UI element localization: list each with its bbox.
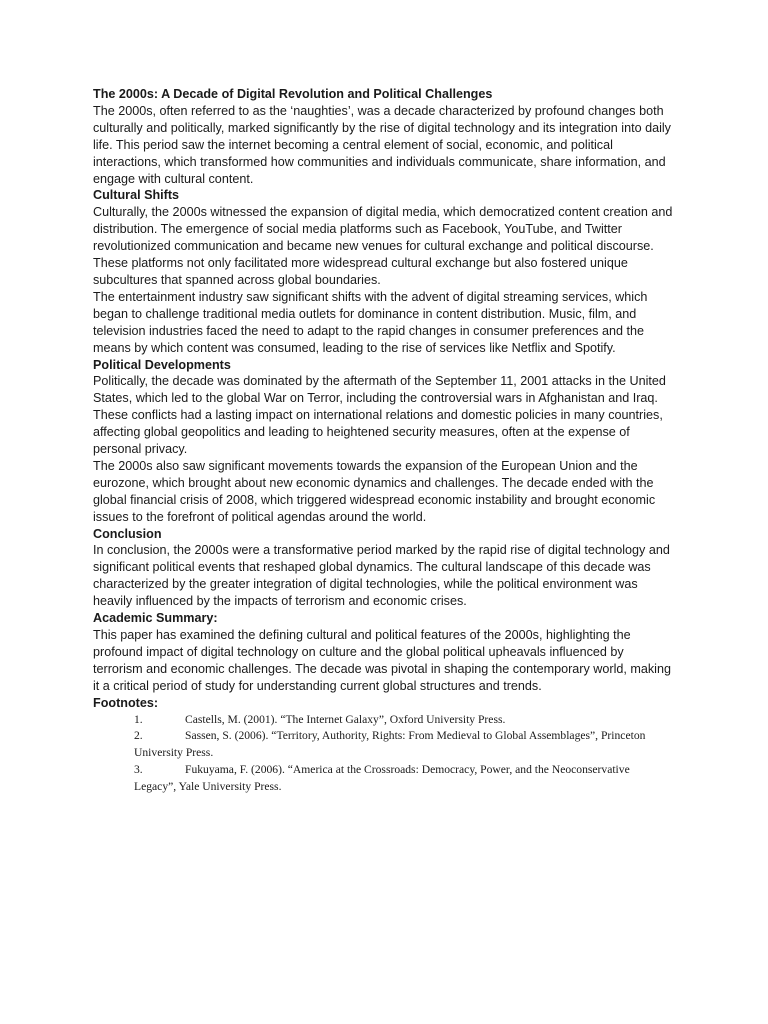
footnotes-heading: Footnotes: <box>93 695 159 710</box>
political-paragraph-1: Politically, the decade was dominated by the aftermath of the September 11, 2001 attacks in the United States, which led to the global War on Terror, including the controversial wars in Afghanistan and Iraq. These conflicts had a lasting impact on international relations and domestic policies in many countries, affecting global geopolitics and leading to heightened security measures, often at the expense of personal privacy. <box>93 374 666 457</box>
document-title: The 2000s: A Decade of Digital Revolution and Political Challenges <box>93 87 493 101</box>
footnote-item <box>93 712 673 729</box>
footnote-number: 3. <box>134 763 143 777</box>
footnote-text: Fukuyama, F. (2006). “America at the Crossroads: Democracy, Power, and the Neoconservative Legacy”, Yale University Press. <box>134 763 630 794</box>
cultural-paragraph-1: Culturally, the 2000s witnessed the expansion of digital media, which democratized content creation and distribution. The emergence of social media platforms such as Facebook, YouTube, and Twitter revolutionized communication and became new venues for cultural exchange and political discourse. These platforms not only facilitated more widespread cultural exchange but also fostered unique subcultures that spanned across global boundaries. <box>93 205 673 287</box>
academic-summary-paragraph: This paper has examined the defining cultural and political features of the 2000s, highlighting the profound impact of digital technology on culture and the global political upheavals influenced by terrorism and economic challenges. The decade was pivotal in shaping the contemporary world, making it a critical period of study for understanding current global structures and trends. <box>93 628 671 693</box>
footnotes-list <box>93 712 673 797</box>
political-paragraph-2: The 2000s also saw significant movements towards the expansion of the European Union and the eurozone, which brought about new economic dynamics and challenges. The decade ended with the global financial crisis of 2008, which triggered widespread economic instability and brought economic issues to the forefront of political agendas around the world. <box>93 458 656 524</box>
footnote-text: Castells, M. (2001). “The Internet Galaxy”, Oxford University Press. <box>185 712 506 726</box>
footnote-number: 2. <box>134 729 143 743</box>
footnote-number: 1. <box>134 712 143 726</box>
conclusion-heading: Conclusion <box>93 526 162 541</box>
footnote-text: Sassen, S. (2006). “Territory, Authority, Rights: From Medieval to Global Assemblages”, Princeton University Press. <box>134 729 646 760</box>
footnote-item <box>93 762 673 796</box>
document-page <box>93 86 673 796</box>
cultural-paragraph-2: The entertainment industry saw significant shifts with the advent of digital streaming services, which began to challenge traditional media outlets for dominance in content distribution. Music, film, and television industries faced the need to adapt to the rapid changes in consumer preferences and the means by which content was consumed, leading to the rise of services like Netflix and Spotify. <box>93 289 648 355</box>
intro-paragraph: The 2000s, often referred to as the ‘naughties’, was a decade characterized by profound changes both culturally and politically, marked significantly by the rise of digital technology and its integration into daily life. This period saw the internet becoming a central element of social, economic, and political interactions, which transformed how communities and individuals communicate, share information, and engage with cultural content. <box>93 103 671 186</box>
political-developments-heading: Political Developments <box>93 357 231 372</box>
cultural-shifts-heading: Cultural Shifts <box>93 188 180 203</box>
conclusion-paragraph: In conclusion, the 2000s were a transformative period marked by the rapid rise of digital technology and significant political events that reshaped global dynamics. The cultural landscape of this decade was characterized by the greater integration of digital technologies, while the political environment was heavily influenced by the impacts of terrorism and economic crises. <box>93 543 670 609</box>
academic-summary-heading: Academic Summary: <box>93 611 218 626</box>
footnote-item <box>93 728 673 762</box>
